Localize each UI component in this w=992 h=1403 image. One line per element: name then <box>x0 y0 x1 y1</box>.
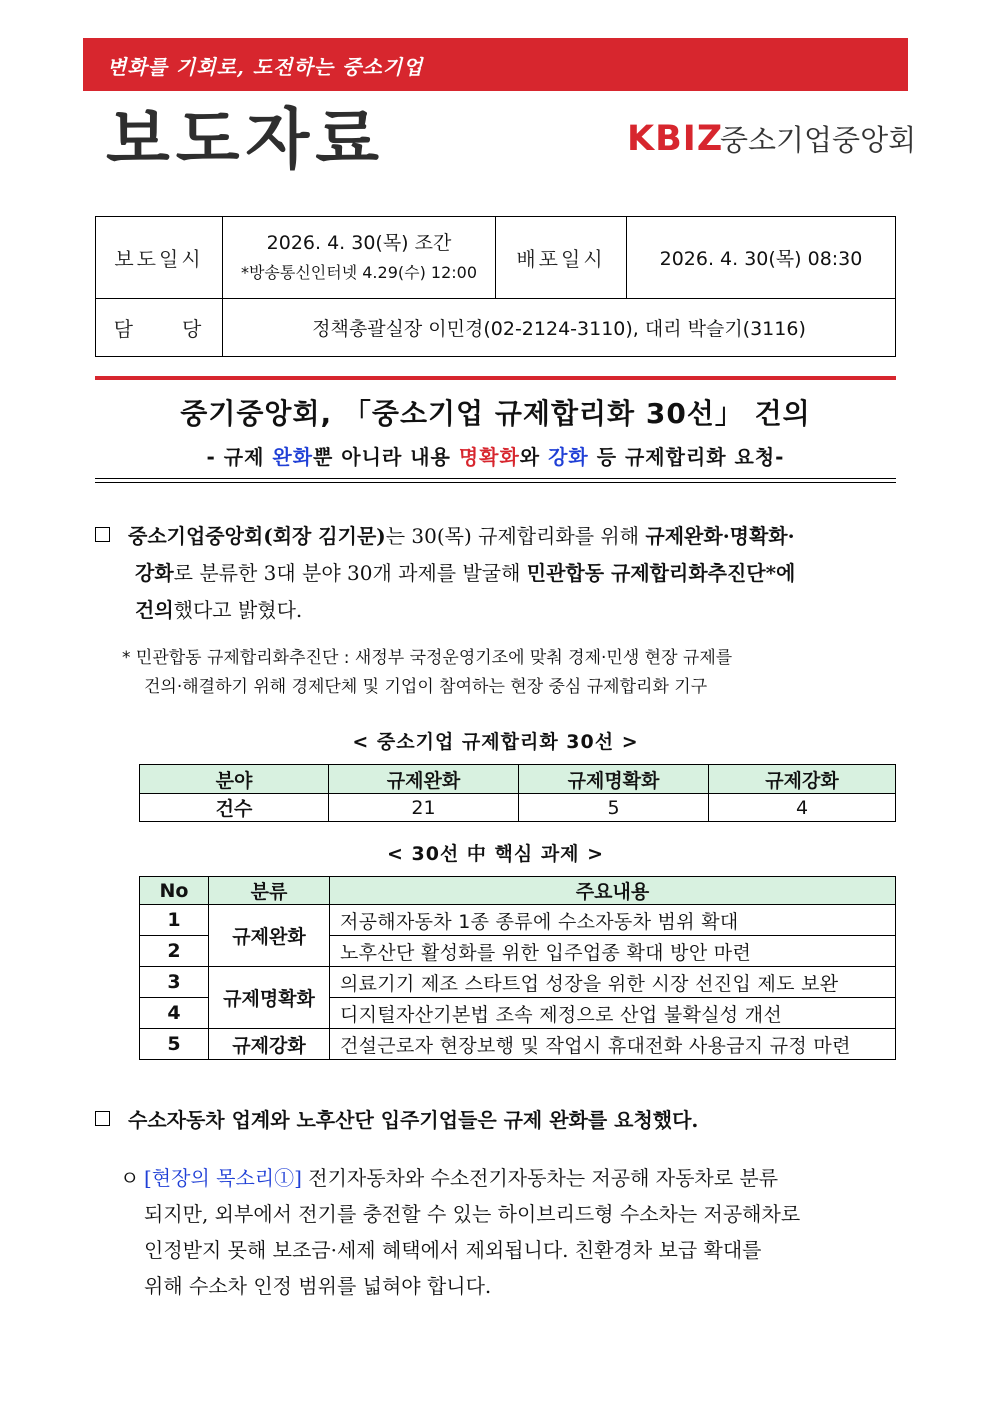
para-bold: 수소자동차 업계와 노후산단 입주기업들은 규제 완화를 요청했다. <box>128 1108 699 1132</box>
core-header: 분류 <box>209 877 330 905</box>
row-content: 디지털자산기본법 조속 제정으로 산업 불확실성 개선 <box>330 998 896 1029</box>
slogan-text: 변화를 기회로, 도전하는 중소기업 <box>107 55 424 79</box>
row-no: 2 <box>140 936 209 967</box>
subtitle-part: 등 규제합리화 요청- <box>588 445 785 469</box>
slogan-banner <box>83 38 908 91</box>
summary-header: 규제강화 <box>709 765 896 794</box>
release-label: 보도일시 <box>96 217 223 299</box>
para-bold: 중소기업중앙회(회장 김기문) <box>128 524 386 548</box>
release-value: 2026. 4. 30(목) 조간 <box>266 231 452 254</box>
voice-tag: [현장의 목소리①] <box>144 1166 302 1190</box>
subtitle-part: - 규제 <box>206 445 273 469</box>
para-line <box>95 592 896 629</box>
row-content: 건설근로자 현장보행 및 작업시 휴대전화 사용금지 규정 마련 <box>330 1029 896 1060</box>
footnote-line: 건의·해결하기 위해 경제단체 및 기업이 참여하는 현장 중심 규제합리화 기구 <box>144 677 708 697</box>
distribute-value: 2026. 4. 30(목) 08:30 <box>627 217 896 299</box>
subheadline <box>95 441 896 470</box>
row-category: 규제강화 <box>209 1029 330 1060</box>
summary-header: 규제명확화 <box>519 765 709 794</box>
para-line <box>95 555 896 592</box>
subtitle-part: 뿐 아니라 내용 <box>313 445 459 469</box>
summary-caption: < 중소기업 규제합리화 30선 > <box>352 731 639 753</box>
subtitle-highlight: 명확화 <box>458 445 520 469</box>
row-no: 4 <box>140 998 209 1029</box>
circle-bullet-icon: ㅇ <box>120 1166 140 1190</box>
release-note: *방송통신인터넷 4.29(수) 12:00 <box>240 262 478 282</box>
footnote-line: * 민관합동 규제합리화추진단 : 새정부 국정운영기조에 맞춰 경제·민생 현장 규제를 <box>122 648 733 668</box>
distribute-label: 배포일시 <box>496 217 627 299</box>
logo-mark: KBIZ <box>627 119 724 159</box>
table-row <box>140 967 896 998</box>
headline: 중기중앙회, 「중소기업 규제합리화 30선」 건의 <box>180 397 811 430</box>
core-header: No <box>140 877 209 905</box>
voice-line: 인정받지 못해 보조금·세제 혜택에서 제외됩니다. 친환경차 보급 확대를 <box>144 1238 762 1262</box>
voice-line: 위해 수소차 인정 범위를 넓혀야 합니다. <box>144 1274 492 1298</box>
summary-value: 4 <box>709 794 896 822</box>
title-bottom-rule <box>95 478 896 479</box>
release-cell <box>223 217 496 299</box>
para-text: 했다고 밝혔다. <box>173 598 303 622</box>
subtitle-highlight: 강화 <box>548 445 589 469</box>
para-text: 는 30(목) 규제합리화를 위해 <box>385 524 646 548</box>
doc-type-heading: 보도자료 <box>106 101 386 178</box>
release-info-table <box>95 216 896 357</box>
para-bold: 건의 <box>135 598 174 622</box>
row-category: 규제완화 <box>209 905 330 967</box>
core-caption: < 30선 中 핵심 과제 > <box>386 843 605 865</box>
field-voice-1 <box>120 1160 900 1304</box>
core-header: 주요내용 <box>330 877 896 905</box>
square-bullet-icon <box>95 1111 110 1126</box>
summary-header: 규제완화 <box>329 765 519 794</box>
core-tasks-table <box>139 876 896 1060</box>
contact-value: 정책총괄실장 이민경(02-2124-3110), 대리 박슬기(3116) <box>223 299 896 357</box>
table-row <box>140 1029 896 1060</box>
logo-name: 중소기업중앙회 <box>720 123 917 157</box>
para-text: 로 분류한 3대 분야 30개 과제를 발굴해 <box>173 561 527 585</box>
row-no: 5 <box>140 1029 209 1060</box>
summary-row-label: 건수 <box>140 794 329 822</box>
contact-label: 담 당 <box>96 299 223 357</box>
subtitle-highlight: 완화 <box>272 445 314 469</box>
para-bold: 강화 <box>135 561 174 585</box>
summary-value: 5 <box>519 794 709 822</box>
paragraph-1 <box>95 518 896 629</box>
table-row <box>140 905 896 936</box>
row-category: 규제명확화 <box>209 967 330 1029</box>
row-no: 1 <box>140 905 209 936</box>
summary-header: 분야 <box>140 765 329 794</box>
footnote <box>122 644 898 702</box>
row-content: 노후산단 활성화를 위한 입주업종 확대 방안 마련 <box>330 936 896 967</box>
paragraph-2 <box>95 1102 896 1139</box>
voice-text: 전기자동차와 수소전기자동차는 저공해 자동차로 분류 <box>301 1166 779 1190</box>
voice-line: 되지만, 외부에서 전기를 충전할 수 있는 하이브리드형 수소차는 저공해차로 <box>144 1202 801 1226</box>
row-no: 3 <box>140 967 209 998</box>
title-bottom-rule <box>95 482 896 483</box>
title-top-rule <box>95 376 896 380</box>
subtitle-part: 와 <box>519 445 549 469</box>
summary-table <box>139 764 896 822</box>
para-bold: 민관합동 규제합리화추진단*에 <box>526 561 796 585</box>
summary-value: 21 <box>329 794 519 822</box>
square-bullet-icon <box>95 527 110 542</box>
row-content: 저공해자동차 1종 종류에 수소자동차 범위 확대 <box>330 905 896 936</box>
row-content: 의료기기 제조 스타트업 성장을 위한 시장 선진입 제도 보완 <box>330 967 896 998</box>
para-bold: 규제완화·명확화· <box>645 524 795 548</box>
